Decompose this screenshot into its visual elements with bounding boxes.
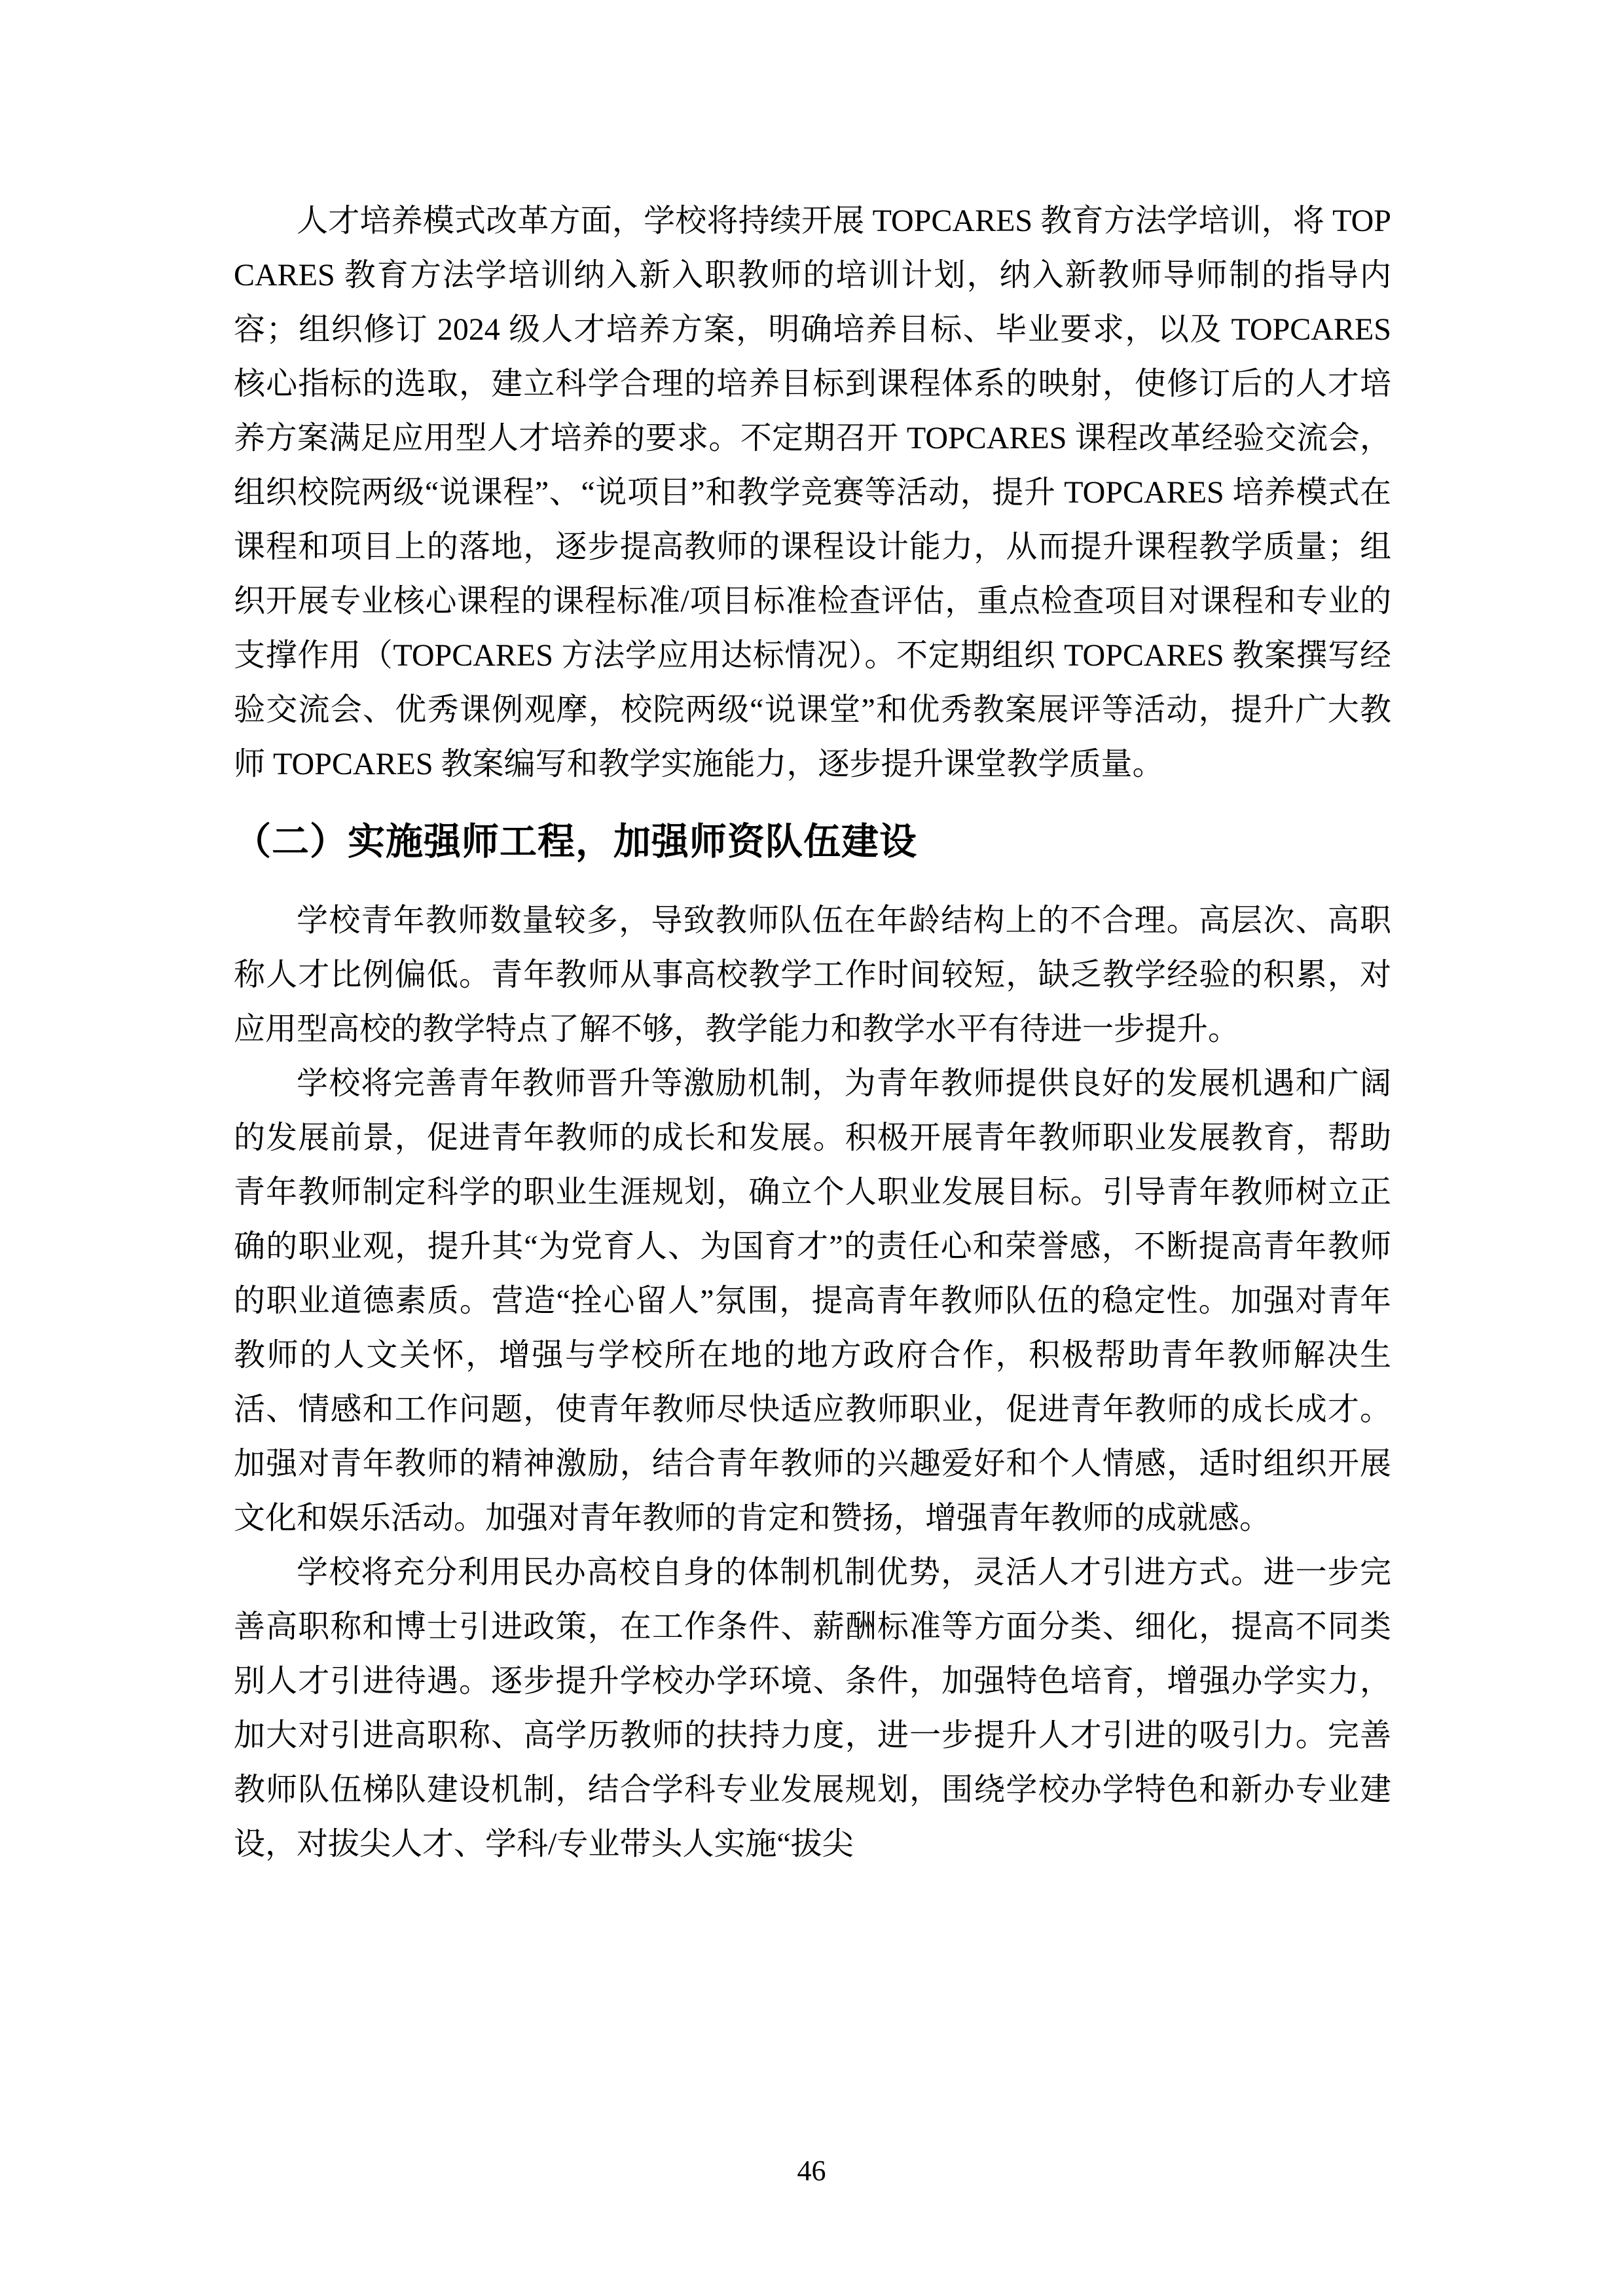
page-content (234, 194, 1391, 1871)
paragraph-young-teacher-development: 学校将完善青年教师晋升等激励机制，为青年教师提供良好的发展机遇和广阔的发展前景，促进青年教师的成长和发展。积极开展青年教师职业发展教育，帮助青年教师制定科学的职业生涯规划，确立个人职业发展目标。引导青年教师树立正确的职业观，提升其“为党育人、为国育才”的责任心和荣誉感，不断提高青年教师的职业道德素质。营造“拴心留人”氛围，提高青年教师队伍的稳定性。加强对青年教师的人文关怀，增强与学校所在地的地方政府合作，积极帮助青年教师解决生活、情感和工作问题，使青年教师尽快适应教师职业，促进青年教师的成长成才。加强对青年教师的精神激励，结合青年教师的兴趣爱好和个人情感，适时组织开展文化和娱乐活动。加强对青年教师的肯定和赞扬，增强青年教师的成就感。 (234, 1066, 1391, 1535)
paragraph-talent-training-reform: 人才培养模式改革方面，学校将持续开展 TOPCARES 教育方法学培训，将 TOPCARES 教育方法学培训纳入新入职教师的培训计划，纳入新教师导师制的指导内容；组织修订 2024 级人才培养方案，明确培养目标、毕业要求，以及 TOPCARES 核心指标的选取，建立科学合理的培养目标到课程体系的映射，使修订后的人才培养方案满足应用型人才培养的要求。不定期召开 TOPCARES 课程改革经验交流会，组织校院两级“说课程”、“说项目”和教学竞赛等活动，提升 TOPCARES 培养模式在课程和项目上的落地，逐步提高教师的课程设计能力，从而提升课程教学质量；组织开展专业核心课程的课程标准/项目标准检查评估，重点检查项目对课程和专业的支撑作用（TOPCARES 方法学应用达标情况）。不定期组织 TOPCARES 教案撰写经验交流会、优秀课例观摩，校院两级“说课堂”和优秀教案展评等活动，提升广大教师 TOPCARES 教案编写和教学实施能力，逐步提升课堂教学质量。 (234, 204, 1391, 781)
paragraph-talent-recruitment: 学校将充分利用民办高校自身的体制机制优势，灵活人才引进方式。进一步完善高职称和博士引进政策，在工作条件、薪酬标准等方面分类、细化，提高不同类别人才引进待遇。逐步提升学校办学环境、条件，加强特色培育，增强办学实力，加大对引进高职称、高学历教师的扶持力度，进一步提升人才引进的吸引力。完善教师队伍梯队建设机制，结合学科专业发展规划，围绕学校办学特色和新办专业建设，对拔尖人才、学科/专业带头人实施“拔尖 (234, 1555, 1391, 1861)
section-heading-strong-teacher-project: （二）实施强师工程，加强师资队伍建设 (234, 821, 917, 863)
paragraph-young-teacher-situation: 学校青年教师数量较多，导致教师队伍在年龄结构上的不合理。高层次、高职称人才比例偏低。青年教师从事高校教学工作时间较短，缺乏教学经验的积累，对应用型高校的教学特点了解不够，教学能力和教学水平有待进一步提升。 (234, 903, 1391, 1047)
page-number: 46 (797, 2155, 826, 2187)
